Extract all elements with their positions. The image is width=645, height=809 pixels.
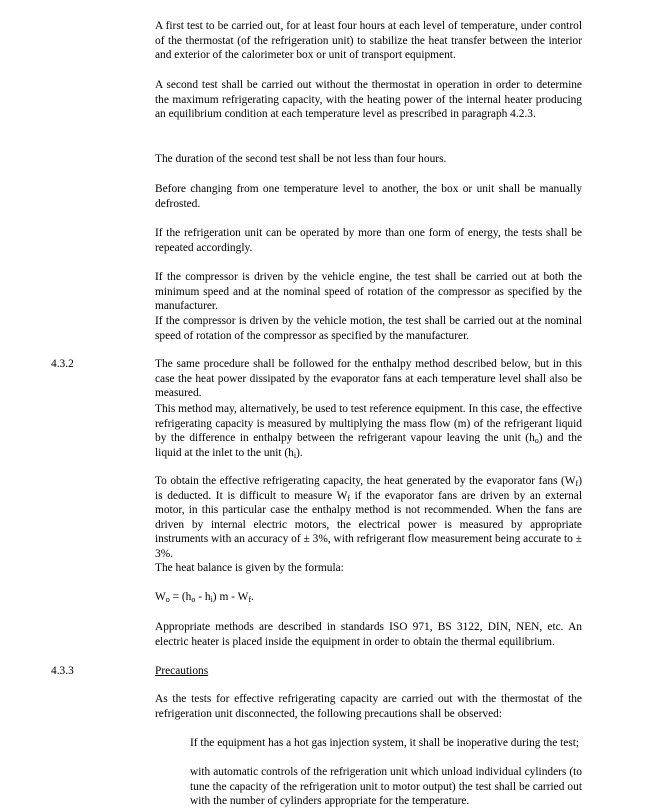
paragraph-reference-equipment: This method may, alternatively, be used to test reference equipment. In this case, the effective refrigerating capacity is measured by multiplying the mass flow (m) of the refrigerant liquid by the difference in enthalpy between the refrigerant vapour leaving the unit $(h_o)$ and the liquid at the inlet to the unit $(h_i)$. xyxy=(155,403,582,460)
paragraph-appropriate-methods: Appropriate methods are described in standards ISO 971, BS 3122, DIN, NEN, etc. An electric heater is placed inside the equipment in order to obtain the thermal equilibrium. xyxy=(155,621,582,648)
paragraph-heat-balance: The heat balance is given by the formula: xyxy=(155,562,344,574)
paragraph-second-test: A second test shall be carried out without the thermostat in operation in order to determine the maximum refrigerating capacity, with the heating power of the internal heater producing an equilibrium condition at each temperature level as prescribed in paragraph 4.2.3. xyxy=(155,79,582,121)
section-heading-precautions: Precautions xyxy=(155,665,209,677)
section-number-4-3-2: 4.3.2 xyxy=(51,358,74,370)
paragraph-enthalpy-procedure: The same procedure shall be followed for the enthalpy method described below, but in this case the heat power dissipated by the evaporator fans at each temperature level shall also be measured. xyxy=(155,358,582,400)
heat-balance-formula: $W_o = (h_o - h_i)$ m - $W_f$. xyxy=(155,591,254,604)
section-number-4-3-3: 4.3.3 xyxy=(51,665,74,677)
paragraph-vehicle-motion: If the compressor is driven by the vehicle motion, the test shall be carried out at the nominal speed of rotation of the compressor as specified by the manufacturer. xyxy=(155,315,582,342)
list-item-cylinders: with automatic controls of the refrigeration unit which unload individual cylinders (to tune the capacity of the refrigeration unit to motor output) the test shall be carried out with the number of cylinders appropriate for the temperature. xyxy=(190,766,582,808)
paragraph-defrost: Before changing from one temperature level to another, the box or unit shall be manually defrosted. xyxy=(155,183,582,210)
paragraph-first-test: A first test to be carried out, for at least four hours at each level of temperature, under control of the thermostat (of the refrigeration unit) to stabilize the heat transfer between the interior and exterior of the calorimeter box or unit of transport equipment. xyxy=(155,20,582,62)
list-item-hot-gas: If the equipment has a hot gas injection system, it shall be inoperative during the test; xyxy=(190,737,580,749)
paragraph-vehicle-engine: If the compressor is driven by the vehicle engine, the test shall be carried out at both the minimum speed and at the nominal speed of rotation of the compressor as specified by the manufacturer. xyxy=(155,271,582,313)
paragraph-precautions-intro: As the tests for effective refrigerating capacity are carried out with the thermostat of the refrigeration unit disconnected, the following precautions shall be observed: xyxy=(155,693,582,720)
paragraph-evaporator-fans: To obtain the effective refrigerating capacity, the heat generated by the evaporator fans $(W_f)$ is deducted. It is difficult to measure $W_f$ if the evaporator fans are driven by an external motor, in this particular case the enthalpy method is not recommended. When the fans are driven by internal electric motors, the electrical power is measured by appropriate instruments with an accuracy of ± 3%, with refrigerant flow measurement being accurate to ± 3%. xyxy=(155,475,582,560)
paragraph-duration: The duration of the second test shall be not less than four hours. xyxy=(155,153,447,165)
paragraph-energy-forms: If the refrigeration unit can be operated by more than one form of energy, the tests shall be repeated accordingly. xyxy=(155,227,582,254)
